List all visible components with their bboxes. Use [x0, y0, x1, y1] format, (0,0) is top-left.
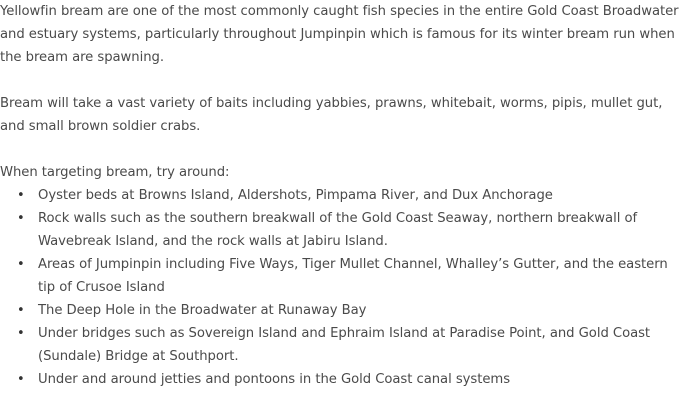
bullet-icon: • [17, 211, 25, 226]
locations-list [0, 184, 684, 391]
list-item-text: Under bridges such as Sovereign Island and Ephraim Island at Paradise Point, and Gold Coast (Sundale) Bridge at Southport. [38, 326, 651, 364]
bullet-icon: • [17, 257, 25, 272]
bullet-icon: • [17, 303, 25, 318]
intro-paragraph: Yellowfin bream are one of the most commonly caught fish species in the entire Gold Coast Broadwater and estuary systems, particularly throughout Jumpinpin which is famous for its winter bream run when the bream are spawning. [0, 4, 679, 65]
list-item-text: Under and around jetties and pontoons in the Gold Coast canal systems [38, 372, 511, 387]
list-item [0, 184, 684, 207]
list-item-text: Oyster beds at Browns Island, Aldershots, Pimpama River, and Dux Anchorage [38, 188, 553, 203]
list-item [0, 299, 684, 322]
list-item [0, 322, 684, 368]
bullet-icon: • [17, 188, 25, 203]
bullet-icon: • [17, 372, 25, 387]
list-item-text: The Deep Hole in the Broadwater at Runaway Bay [38, 303, 367, 318]
locations-lead-in: When targeting bream, try around: [0, 165, 230, 180]
baits-paragraph: Bream will take a vast variety of baits including yabbies, prawns, whitebait, worms, pipis, mullet gut, and small brown soldier crabs. [0, 96, 663, 134]
list-item-text: Rock walls such as the southern breakwall of the Gold Coast Seaway, northern breakwall of Wavebreak Island, and the rock walls at Jabiru Island. [38, 211, 638, 249]
bullet-icon: • [17, 326, 25, 341]
list-item [0, 253, 684, 299]
list-item-text: Areas of Jumpinpin including Five Ways, Tiger Mullet Channel, Whalley’s Gutter, and the eastern tip of Crusoe Island [38, 257, 668, 295]
list-item [0, 207, 684, 253]
list-item [0, 368, 684, 391]
